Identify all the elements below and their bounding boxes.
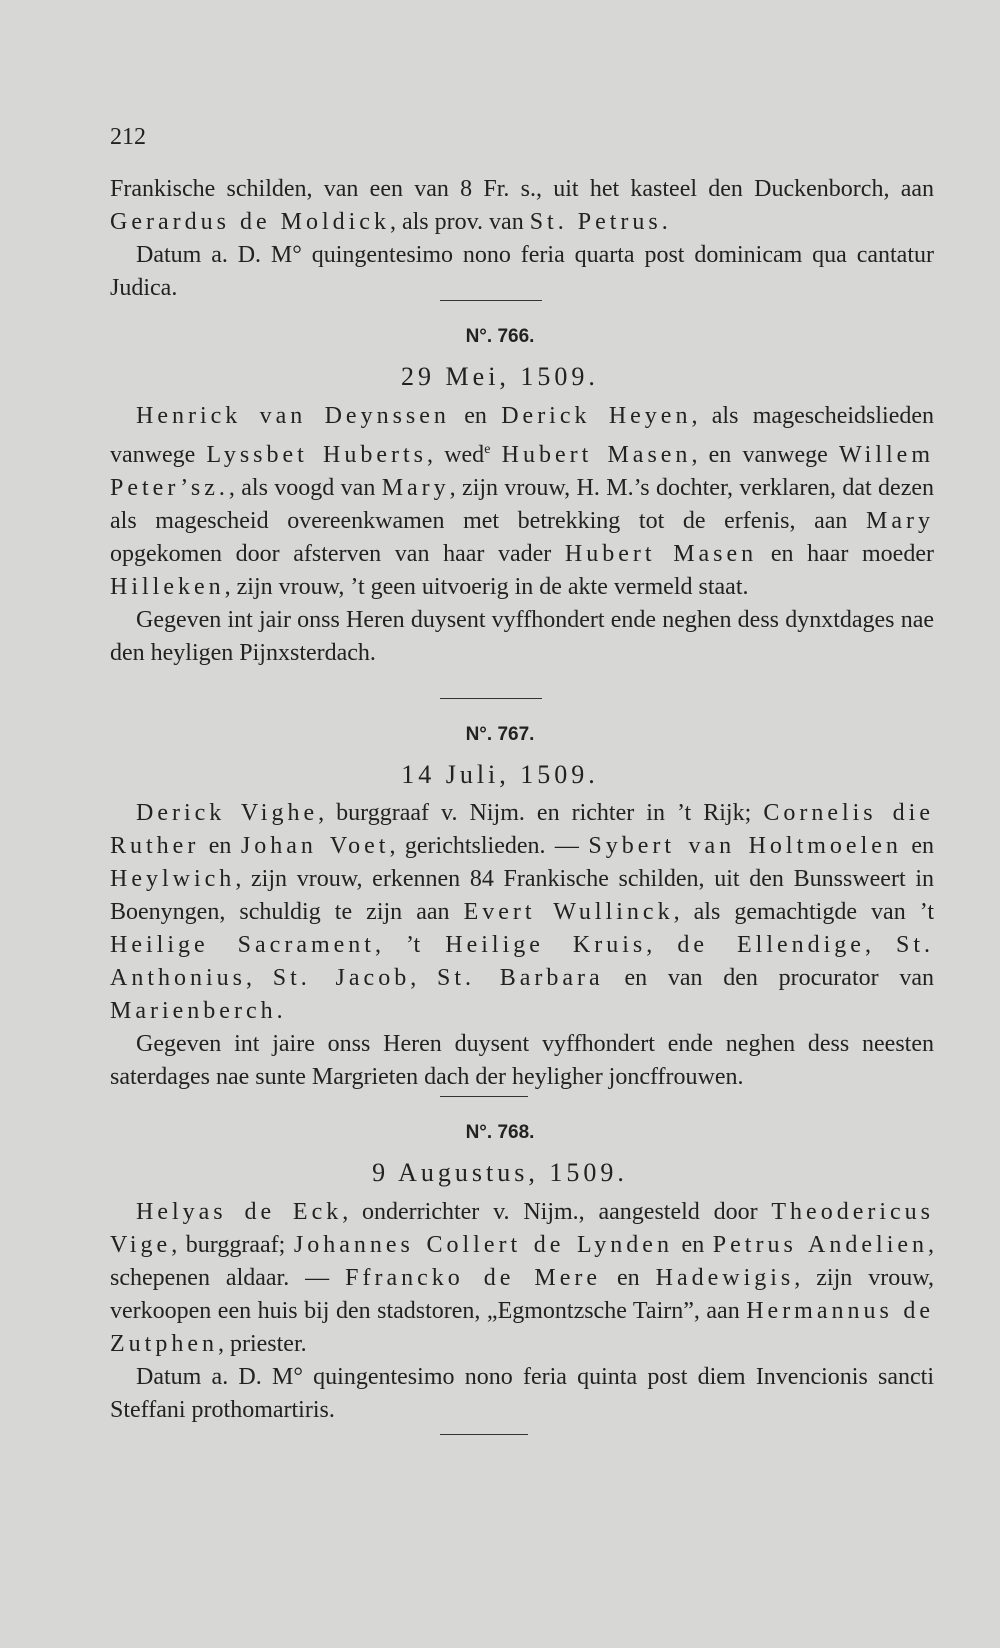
person-name: Helyas de Eck bbox=[136, 1199, 343, 1225]
person-name: Heilige Sacrament bbox=[110, 932, 375, 958]
intro-paragraph bbox=[110, 173, 934, 239]
body-text: en bbox=[449, 403, 502, 429]
body-text: en bbox=[199, 833, 241, 859]
body-text: , bbox=[410, 965, 437, 991]
intro-block bbox=[110, 173, 934, 305]
entry-date: 14 Juli, 1509. bbox=[401, 760, 599, 789]
body-text: , priester. bbox=[217, 1331, 307, 1357]
intro-name-2: St. Petrus bbox=[529, 209, 662, 235]
person-name: Johannes Collert de Lynden bbox=[293, 1232, 673, 1258]
body-text: en bbox=[601, 1265, 656, 1291]
person-name: Mary bbox=[866, 508, 934, 534]
body-text: e bbox=[484, 442, 491, 457]
body-text: , zijn vrouw, ’t geen uitvoerig in de akte vermeld staat. bbox=[224, 574, 749, 600]
entry-block-766 bbox=[110, 400, 934, 670]
separator-rule bbox=[440, 1434, 528, 1435]
body-text: , burggraaf; bbox=[171, 1232, 294, 1258]
body-text: . bbox=[276, 998, 283, 1024]
person-name: Cornelis die Ruther bbox=[110, 800, 935, 859]
person-name: Sybert van Holtmoelen bbox=[588, 833, 902, 859]
person-name: Ffrancko de Mere bbox=[345, 1265, 602, 1291]
entry-date: 29 Mei, 1509. bbox=[401, 362, 599, 391]
entry-block-768 bbox=[110, 1196, 934, 1427]
entry-closing: Gegeven int jair onss Heren duysent vyffhondert ende neghen dess dynxtdages nae den heyligen Pijnxsterdach. bbox=[110, 607, 934, 666]
entry-body bbox=[110, 797, 934, 1028]
person-name: Marienberch bbox=[110, 998, 277, 1024]
separator-rule bbox=[440, 300, 542, 301]
entry-date: 9 Augustus, 1509. bbox=[372, 1158, 628, 1187]
person-name: Lyssbet Huberts bbox=[206, 442, 427, 468]
person-name: Hilleken bbox=[110, 574, 225, 600]
body-text: , schepenen aldaar. — bbox=[110, 1232, 935, 1291]
person-name: Mary bbox=[381, 475, 450, 501]
body-text: , ’t bbox=[374, 932, 446, 958]
person-name: Evert Wullinck bbox=[463, 899, 674, 925]
person-name: Theodericus Vige bbox=[110, 1199, 934, 1258]
entry-closing: Gegeven int jaire onss Heren duysent vyffhondert ende neghen dess neesten saterdages nae sunte Margrieten dach der heyligher joncffrouwen. bbox=[110, 1031, 934, 1090]
body-text: , zijn vrouw, H. M.’s dochter, verklaren, dat dezen als magescheid overeenkwamen met betrekking tot de erfenis, aan bbox=[110, 475, 934, 534]
person-name: Hermannus de Zutphen bbox=[110, 1298, 934, 1357]
separator-rule bbox=[440, 1096, 528, 1097]
intro-text-3: . bbox=[661, 209, 668, 235]
body-text: , bbox=[646, 932, 678, 958]
intro-text-1: Frankische schilden, van een van 8 Fr. s., uit het kasteel den Duckenborch, aan bbox=[110, 176, 934, 202]
person-name: Johan Voet bbox=[240, 833, 390, 859]
body-text: , als voogd van bbox=[228, 475, 382, 501]
entry-number: N°. 767. bbox=[465, 724, 535, 745]
body-text: en bbox=[901, 833, 935, 859]
entry-number: N°. 768. bbox=[465, 1122, 535, 1143]
body-text: , als gemachtigde van ’t bbox=[673, 899, 935, 925]
person-name: Petrus Andelien bbox=[712, 1232, 929, 1258]
person-name: Hubert Masen bbox=[564, 541, 758, 567]
person-name: Willem Peter’sz. bbox=[110, 442, 934, 501]
body-text bbox=[490, 442, 501, 468]
separator-rule bbox=[440, 698, 542, 699]
person-name: Hadewigis bbox=[655, 1265, 795, 1291]
person-name: St. Jacob bbox=[272, 965, 411, 991]
entry-number: N°. 766. bbox=[465, 326, 535, 347]
body-text: , wed bbox=[427, 442, 485, 468]
entry-closing: Datum a. D. M° quingentesimo nono feria quinta post diem Invencionis sancti Steffani prothomartiris. bbox=[110, 1364, 934, 1423]
person-name: Henrick van Deynssen bbox=[136, 403, 450, 429]
body-text: opgekomen door afsterven van haar vader bbox=[110, 541, 565, 567]
body-text: , burggraaf v. Nijm. en richter in ’t Rijk; bbox=[318, 800, 764, 826]
entry-block-767 bbox=[110, 797, 934, 1094]
body-text: en haar moeder bbox=[757, 541, 934, 567]
page-number: 212 bbox=[110, 124, 146, 150]
person-name: Heylwich bbox=[110, 866, 236, 892]
person-name: Hubert Masen bbox=[501, 442, 692, 468]
body-text: en van den procurator van bbox=[603, 965, 935, 991]
body-text: , bbox=[864, 932, 896, 958]
person-name: St. Anthonius bbox=[110, 932, 935, 991]
body-text: , als magescheidslieden vanwege bbox=[110, 403, 935, 468]
body-text: , gerichtslieden. — bbox=[389, 833, 589, 859]
body-text: , onderrichter v. Nijm., aangesteld door bbox=[342, 1199, 772, 1225]
intro-closing: Datum a. D. M° quingentesimo nono feria quarta post dominicam qua cantatur Judica. bbox=[110, 242, 934, 301]
person-name: Derick Heyen bbox=[501, 403, 692, 429]
intro-text-2: , als prov. van bbox=[389, 209, 530, 235]
body-text: en bbox=[672, 1232, 713, 1258]
body-text: , zijn vrouw, erkennen 84 Frankische schilden, uit den Bunssweert in Boenyngen, schuldig te zijn aan bbox=[110, 866, 934, 925]
body-text: , bbox=[246, 965, 273, 991]
body-text: , en vanwege bbox=[691, 442, 839, 468]
entry-body bbox=[110, 400, 934, 604]
entry-body bbox=[110, 1196, 934, 1361]
body-text: , zijn vrouw, verkoopen een huis bij den stadstoren, „Egmontzsche Tairn”, aan bbox=[110, 1265, 934, 1324]
person-name: Derick Vighe bbox=[136, 800, 319, 826]
person-name: de Ellendige bbox=[677, 932, 865, 958]
intro-name-1: Gerardus de Moldick bbox=[110, 209, 390, 235]
person-name: St. Barbara bbox=[436, 965, 604, 991]
person-name: Heilige Kruis bbox=[445, 932, 647, 958]
